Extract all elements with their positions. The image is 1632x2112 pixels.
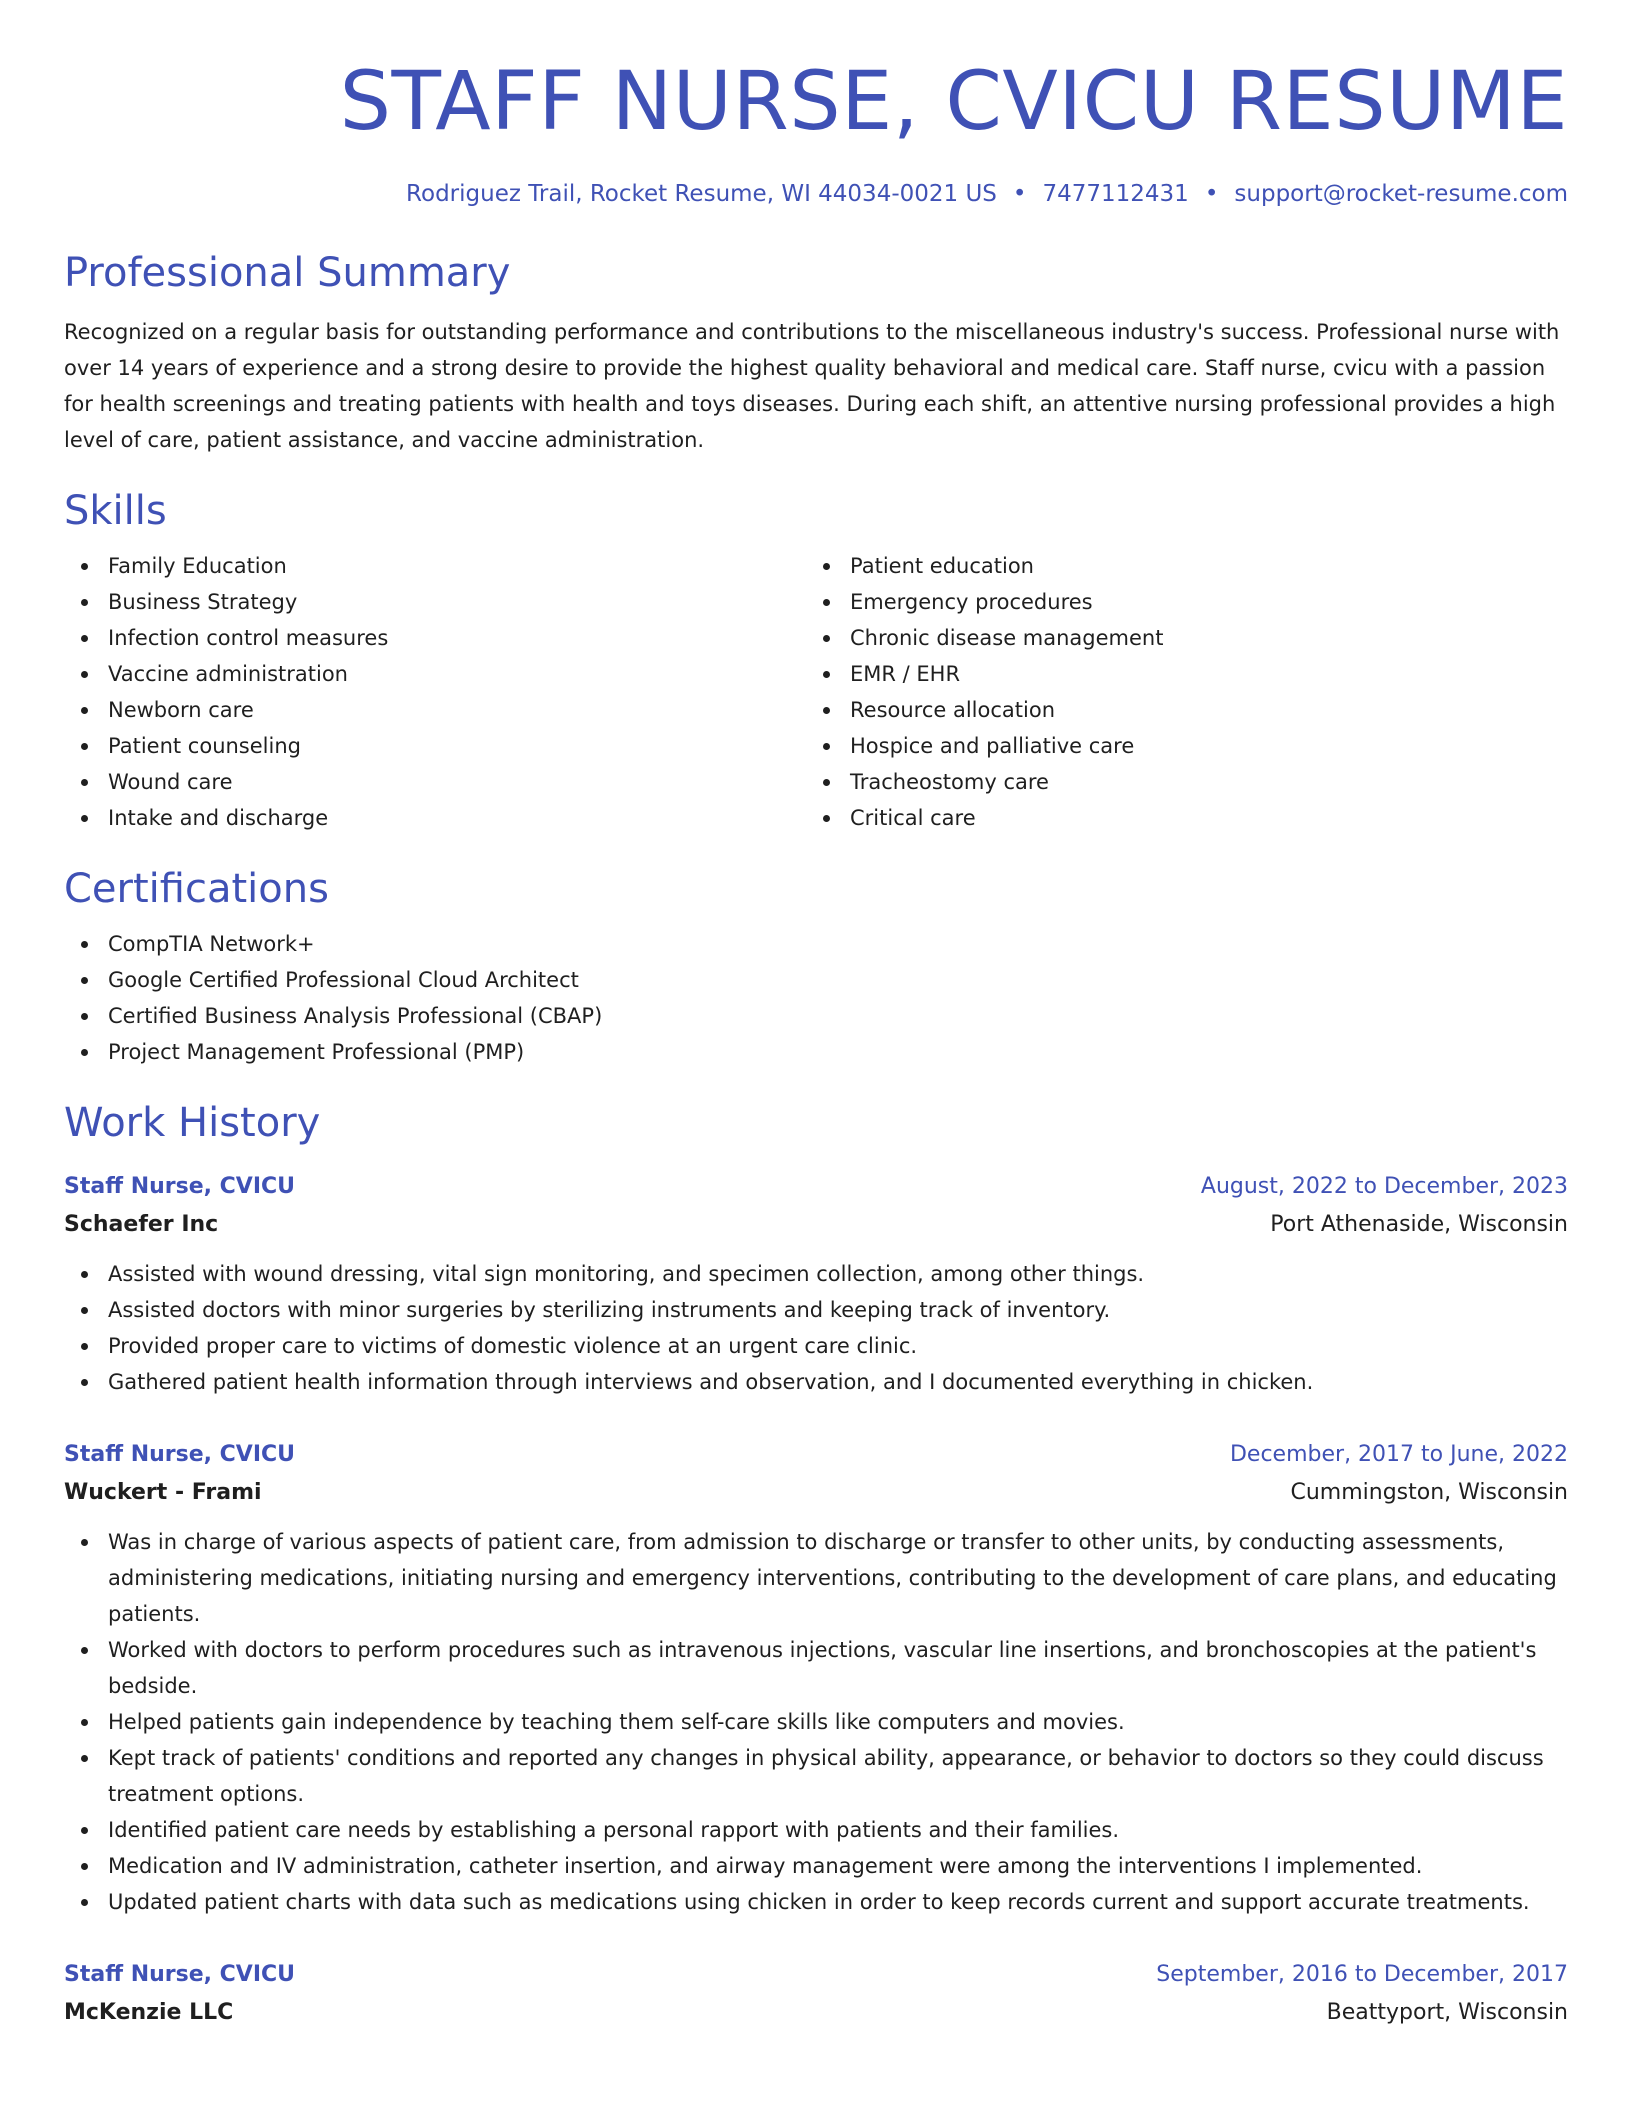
- job-bullets: [64, 1524, 1568, 1920]
- job-bullets: [64, 1256, 1568, 1400]
- job-company: McKenzie LLC: [64, 2000, 234, 2025]
- skill-item: Family Education: [64, 548, 806, 584]
- certification-item: Google Certified Professional Cloud Architect: [64, 962, 1568, 998]
- job-company-row: [64, 1994, 1568, 2032]
- skills-section: [64, 486, 1568, 836]
- job-title-row: [64, 1436, 1568, 1474]
- contact-info: [64, 178, 1568, 210]
- skill-item: Patient counseling: [64, 728, 806, 764]
- job-dates: December, 2017 to June, 2022: [1229, 1442, 1568, 1467]
- skill-item: Intake and discharge: [64, 800, 806, 836]
- job-location: Cummingston, Wisconsin: [1290, 1480, 1568, 1505]
- resume-title: STAFF NURSE, CVICU RESUME: [339, 55, 1568, 149]
- job-bullet: Gathered patient health information through interviews and observation, and I documented everything in chicken.: [64, 1364, 1568, 1400]
- job-company: Schaefer Inc: [64, 1212, 219, 1237]
- job-bullet: Medication and IV administration, catheter insertion, and airway management were among the interventions I implemented.: [64, 1848, 1568, 1884]
- job-title-row: [64, 1956, 1568, 1994]
- certifications-section: [64, 864, 1568, 1070]
- summary-text: Recognized on a regular basis for outstanding performance and contributions to the miscellaneous industry's success. Professional nurse with over 14 years of experience and a strong desire to provide the highest quality behavioral and medical care. Staff nurse, cvicu with a passion for health screenings and treating patients with health and toys diseases. During each shift, an attentive nursing professional provides a high level of care, patient assistance, and vaccine administration.: [64, 320, 1560, 452]
- job-bullet: Assisted doctors with minor surgeries by sterilizing instruments and keeping track of inventory.: [64, 1292, 1568, 1328]
- job-title: Staff Nurse, CVICU: [64, 1174, 296, 1199]
- certification-item: Project Management Professional (PMP): [64, 1034, 1568, 1070]
- resume-header: [64, 0, 1568, 210]
- skills-list-right: [806, 548, 1548, 836]
- contact-address: Rodriguez Trail, Rocket Resume, WI 44034-0021 US: [406, 181, 997, 207]
- job-title-row: [64, 1168, 1568, 1206]
- certification-item: Certified Business Analysis Professional (CBAP): [64, 998, 1568, 1034]
- skill-item: Hospice and palliative care: [806, 728, 1548, 764]
- job-bullet: Identified patient care needs by establishing a personal rapport with patients and their families.: [64, 1812, 1568, 1848]
- job-bullet: Was in charge of various aspects of patient care, from admission to discharge or transfer to other units, by conducting assessments, administering medications, initiating nursing and emergency interventions, contributing to the development of care plans, and educating patients.: [64, 1524, 1568, 1632]
- skill-item: Emergency procedures: [806, 584, 1548, 620]
- skill-item: Infection control measures: [64, 620, 806, 656]
- skill-item: EMR / EHR: [806, 656, 1548, 692]
- job-company: Wuckert - Frami: [64, 1480, 262, 1505]
- job-bullet: Provided proper care to victims of domestic violence at an urgent care clinic.: [64, 1328, 1568, 1364]
- job-entry: [64, 1168, 1568, 1400]
- skill-item: Vaccine administration: [64, 656, 806, 692]
- skill-item: Tracheostomy care: [806, 764, 1548, 800]
- job-dates: September, 2016 to December, 2017: [1156, 1962, 1568, 1987]
- skill-item: Patient education: [806, 548, 1548, 584]
- job-company-row: [64, 1474, 1568, 1512]
- job-bullet: Worked with doctors to perform procedures such as intravenous injections, vascular line insertions, and bronchoscopies at the patient's bedside.: [64, 1632, 1568, 1704]
- certification-item: CompTIA Network+: [64, 926, 1568, 962]
- contact-separator: •: [1012, 181, 1027, 207]
- job-bullet: Updated patient charts with data such as medications using chicken in order to keep records current and support accurate treatments.: [64, 1884, 1568, 1920]
- skill-item: Wound care: [64, 764, 806, 800]
- work-history-section: [64, 1098, 1568, 2032]
- job-title: Staff Nurse, CVICU: [64, 1442, 296, 1467]
- section-heading-work-history: Work History: [64, 1100, 321, 1146]
- job-dates: August, 2022 to December, 2023: [1200, 1174, 1568, 1199]
- job-location: Port Athenaside, Wisconsin: [1270, 1212, 1568, 1237]
- skills-grid: [64, 548, 1568, 836]
- job-bullet: Kept track of patients' conditions and reported any changes in physical ability, appearance, or behavior to doctors so they could discuss treatment options.: [64, 1740, 1568, 1812]
- job-title: Staff Nurse, CVICU: [64, 1962, 296, 1987]
- section-heading-certifications: Certifications: [64, 866, 329, 912]
- section-heading-skills: Skills: [64, 488, 167, 534]
- job-bullet: Helped patients gain independence by teaching them self-care skills like computers and movies.: [64, 1704, 1568, 1740]
- job-bullet: Assisted with wound dressing, vital sign monitoring, and specimen collection, among other things.: [64, 1256, 1568, 1292]
- job-entry: [64, 1956, 1568, 2032]
- skill-item: Resource allocation: [806, 692, 1548, 728]
- certifications-list: [64, 926, 1568, 1070]
- skill-item: Business Strategy: [64, 584, 806, 620]
- job-company-row: [64, 1206, 1568, 1244]
- professional-summary-section: [64, 248, 1568, 458]
- job-location: Beattyport, Wisconsin: [1326, 2000, 1568, 2025]
- section-heading-summary: Professional Summary: [64, 250, 511, 296]
- skill-item: Newborn care: [64, 692, 806, 728]
- contact-separator: •: [1204, 181, 1219, 207]
- contact-phone: 7477112431: [1042, 181, 1189, 207]
- skills-list-left: [64, 548, 806, 836]
- skill-item: Critical care: [806, 800, 1548, 836]
- job-entry: [64, 1436, 1568, 1920]
- skill-item: Chronic disease management: [806, 620, 1548, 656]
- contact-email: support@rocket-resume.com: [1234, 181, 1568, 207]
